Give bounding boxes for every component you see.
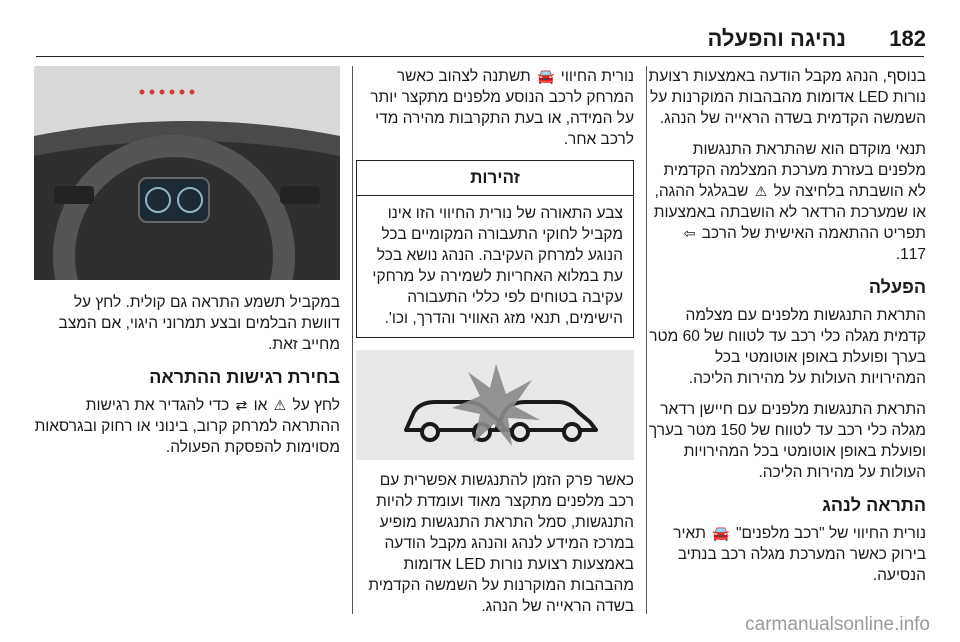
warning-body: צבע התאורה של נורית החיווי הזו אינו מקביל לחוקי התעבורה המקומיים בכל הנוגע למרחק העקיבה. הנהג נושא בכל עת במלוא האחריות לשמירה על מרחקי עקיבה בטוחים לפי כללי התעבורה הישימים, תנאי מזג האוויר והדרך, וכו'.	[372, 205, 623, 327]
section-title: נהיגה והפעלה	[707, 26, 846, 51]
collision-illustration	[356, 350, 634, 460]
heading-activation: הפעלה	[868, 277, 926, 297]
sensitivity-icon: ⇄	[235, 397, 248, 413]
paragraph: בנוסף, הנהג מקבל הודעה באמצעות רצועת נורות LED אדומות מהבהבות המוקרנות על השמשה הקדמית בשדה הראייה של הנהג.	[648, 68, 926, 127]
dashboard-photo-graphic	[34, 66, 340, 280]
paragraph: התראת התנגשות מלפנים עם מצלמה קדמית מגלה כלי רכב עד לטווח של 60 מטר בערך ופועלת באופן אוטומטי בכל המהירויות העולות על מהירות הליכה.	[649, 307, 926, 387]
paragraph: כאשר פרק הזמן להתנגשות אפשרית עם רכב מלפנים מתקצר מאוד ועומדת להיות התנגשות, סמל התראת התנגשות מופיע במרכז המידע לנהג והנהג מקבל הודעה באמצעות רצועת נורות LED אדומות מהבהבות המוקרנות על השמשה הקדמית בשדה הראייה של הנהג.	[368, 472, 634, 615]
vehicle-ahead-icon: 🚘	[537, 68, 555, 84]
paragraph	[34, 395, 340, 458]
column-divider	[646, 66, 647, 614]
paragraph-text: תנאי מוקדם הוא שהתראת התנגשות מלפנים בעזרת מערכת המצלמה הקדמית לא הושבתה בלחיצה על	[663, 141, 926, 200]
paragraph-text: לחץ על	[292, 397, 340, 414]
heading-sensitivity: בחירת רגישות ההתראה	[149, 367, 340, 387]
paragraph-text: כדי להגדיר את רגישות ההתראה למרחק קרוב, בינוני או רחוק ובגרסאות מסוימות להפסקת הפעולה.	[34, 397, 340, 456]
middle-column	[356, 66, 634, 627]
paragraph: תנאי מוקדם הוא שהתראת התנגשות מלפנים בעזרת מערכת המצלמה הקדמית לא הושבתה בלחיצה על ⚠ שבגלגל ההגה, או שמערכת הרדאר לא הושבתה באמצעות תפריט ההתאמה האישית של הרכב ⇦ 117.	[653, 141, 926, 263]
warning-box	[356, 160, 634, 338]
paragraph-text: תאיר בירוק כאשר המערכת מגלה רכב בנתיב הנסיעה.	[673, 525, 926, 584]
dashboard-photo	[34, 66, 340, 280]
paragraph-text: תשתנה לצהוב כאשר המרחק לרכב הנוסע מלפנים מתקצר יותר על המידה, או בעת התקרבות מהירה מדי לרכב אחר.	[370, 68, 634, 148]
page-header	[0, 0, 960, 62]
warning-title: זהירות	[357, 161, 633, 196]
page-ref-arrow-icon: ⇦	[683, 225, 696, 241]
collision-alert-icon: ⚠	[754, 183, 768, 199]
paragraph	[648, 523, 926, 586]
page-ref: 117	[900, 246, 926, 263]
paragraph-text: נורית החיווי של "רכב מלפנים"	[736, 525, 926, 542]
right-column	[648, 66, 926, 596]
collision-alert-icon: ⚠	[273, 397, 287, 413]
paragraph	[356, 66, 634, 150]
paragraph: התראת התנגשות מלפנים עם חיישן רדאר מגלה כלי רכב עד לטווח של 150 מטר בערך ופועלת באופן אוטומטי בכל המהירויות העולות על מהירות הליכה.	[648, 401, 926, 481]
paragraph-text: או	[253, 397, 268, 414]
paragraph: במקביל תשמע התראה גם קולית. לחץ על דוושת הבלמים ובצע תמרוני היגוי, אם המצב מחייב זאת.	[58, 294, 340, 353]
watermark: carmanualsonline.info	[745, 614, 930, 635]
heading-driver-alert: התראה לנהג	[822, 495, 926, 515]
column-divider	[352, 66, 353, 614]
header-rule	[36, 56, 924, 57]
paragraph-text: שבגלגל ההגה, או שמערכת הרדאר לא הושבתה באמצעות תפריט ההתאמה האישית של הרכב	[653, 183, 926, 242]
paragraph-text: נורית החיווי	[560, 68, 634, 85]
collision-illustration-graphic	[356, 350, 634, 460]
vehicle-ahead-icon: 🚘	[712, 525, 730, 541]
left-column	[34, 66, 340, 468]
page-number: 182	[889, 26, 926, 51]
